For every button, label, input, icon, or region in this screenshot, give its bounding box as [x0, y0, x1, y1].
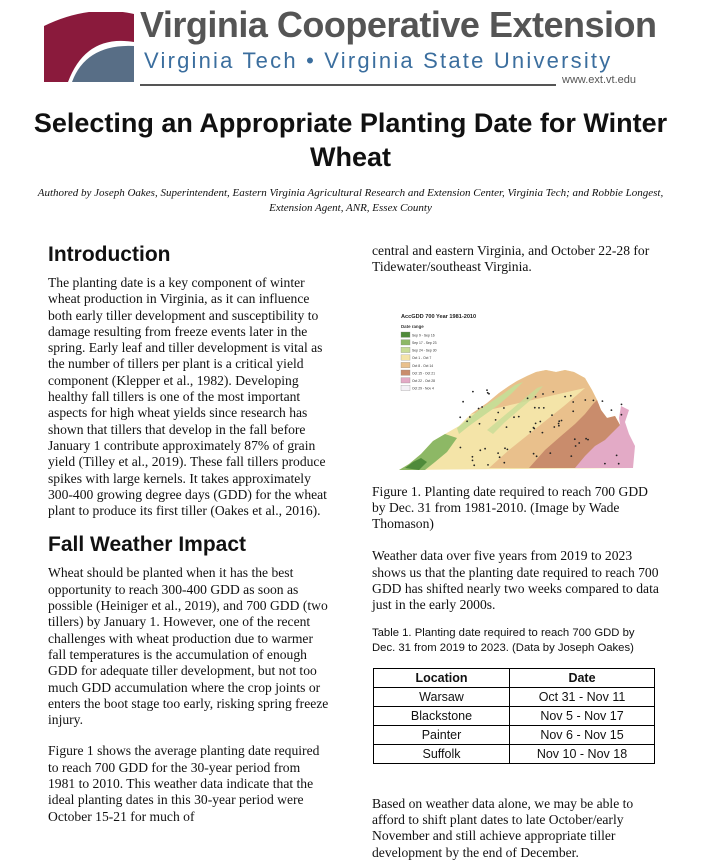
date-cell: Oct 31 - Nov 11: [510, 687, 655, 706]
legend-label: Oct 29 - Nov 4: [412, 386, 434, 391]
fall-weather-paragraph: Wheat should be planted when it has the best opportunity to reach 300-400 GDD as soon as possible (Heiniger et al., 2019), and 700 GDD (two tillers) by January 1. However, one of the recent challenges with wheat production due to warmer fall temperatures is the accumulation of enough GDD for adequate tiller development, but not too much GDD accumulation where the crop joints or enters the boot stage too early, risking spring freeze injury.: [48, 565, 329, 728]
legend-label: Sep 9 - Sep 16: [412, 332, 435, 337]
date-cell: Nov 5 - Nov 17: [510, 706, 655, 725]
left-column: [48, 243, 330, 825]
location-cell: Painter: [374, 725, 510, 744]
introduction-paragraph: The planting date is a key component of winter wheat production in Virginia, as it can influence both early tiller development and susceptibility to damage resulting from freeze events later in the spring. Early leaf and tiller development is vital as the number of tillers per plant is a critical yield component (Klepper et al., 1982). Developing healthy fall tillers is one of the most important aspects for high wheat yields since research has shown that tillers that develop in the fall before January 1 contribute approximately 87% of grain yield (Tilley et al., 2019). These fall tillers produce spikes with large kernels. It takes approximately 300-400 growing degree days (GDD) for the wheat plant to produce its first tiller (Oakes et al., 2016).: [48, 275, 327, 519]
authors-line: Authored by Joseph Oakes, Superintendent, Eastern Virginia Agricultural Research and Extension Center, Virginia Tech; and Robbie Longest, Extension Agent, ANR, Essex County: [37, 187, 664, 214]
document-title: Selecting an Appropriate Planting Date for Winter Wheat: [33, 108, 668, 172]
column-header-location: Location: [374, 668, 510, 687]
legend-label: Oct 8 - Oct 14: [412, 363, 434, 368]
right-column: [372, 243, 660, 861]
date-cell: Nov 6 - Nov 15: [510, 725, 655, 744]
table-row: [374, 687, 655, 706]
figure-caption: Figure 1. Planting date required to reach 700 GDD by Dec. 31 from 1981-2010. (Image by Wade Thomason): [372, 483, 648, 532]
table-caption: Table 1. Planting date required to reach 700 GDD by Dec. 31 from 2019 to 2023. (Data by Joseph Oakes): [372, 626, 635, 654]
legend-label: Oct 22 - Oct 28: [412, 378, 435, 383]
legend-swatch: [401, 362, 410, 367]
org-subtitle: Virginia Tech • Virginia State University: [144, 48, 613, 73]
column-header-date: Date: [510, 668, 655, 687]
map-title: AccGDD 700 Year 1981-2010: [401, 313, 477, 320]
legend-label: Sep 17 - Sep 23: [412, 340, 437, 345]
header-rule: [140, 84, 556, 86]
table-row: [374, 744, 655, 763]
legend-label: Oct 1 - Oct 7: [412, 355, 432, 360]
fall-weather-heading: Fall Weather Impact: [48, 533, 247, 557]
table-row: [374, 706, 655, 725]
vce-logo-icon: [44, 12, 134, 82]
map-legend: [401, 332, 437, 391]
planting-date-table: [373, 668, 655, 764]
introduction-heading: Introduction: [48, 243, 171, 266]
legend-label: Oct 15 - Oct 21: [412, 370, 435, 375]
legend-swatch: [401, 347, 410, 352]
location-cell: Warsaw: [374, 687, 510, 706]
weather-paragraph: Weather data over five years from 2019 to 2023 shows us that the planting date required to reach 700 GDD has shifted nearly two weeks compared to data just in the early 2000s.: [372, 548, 659, 613]
closing-paragraph: Based on weather data alone, we may be able to afford to shift plant dates to late October/early November and still achieve appropriate tiller development by the end of December.: [372, 795, 634, 860]
gdd-map-figure: [399, 310, 645, 475]
legend-swatch: [401, 377, 410, 382]
legend-swatch: [401, 354, 410, 359]
legend-swatch: [401, 385, 410, 390]
continuation-paragraph: central and eastern Virginia, and October 22-28 for Tidewater/southeast Virginia.: [372, 243, 650, 275]
legend-swatch: [401, 370, 410, 375]
figure-reference-paragraph: Figure 1 shows the average planting date required to reach 700 GDD for the 30-year period from 1981 to 2010. This weather data indicate that the ideal planting dates in this 30-year period were October 15-21 for much of: [48, 743, 320, 824]
legend-swatch: [401, 332, 410, 337]
table-row: [374, 725, 655, 744]
org-name: Virginia Cooperative Extension: [140, 4, 657, 45]
table-header-row: [374, 668, 655, 687]
org-url[interactable]: www.ext.vt.edu: [562, 74, 636, 86]
date-cell: Nov 10 - Nov 18: [510, 744, 655, 763]
legend-swatch: [401, 339, 410, 344]
map-legend-title: Date range: [401, 323, 424, 329]
legend-label: Sep 24 - Sep 30: [412, 348, 437, 353]
location-cell: Blackstone: [374, 706, 510, 725]
location-cell: Suffolk: [374, 744, 510, 763]
